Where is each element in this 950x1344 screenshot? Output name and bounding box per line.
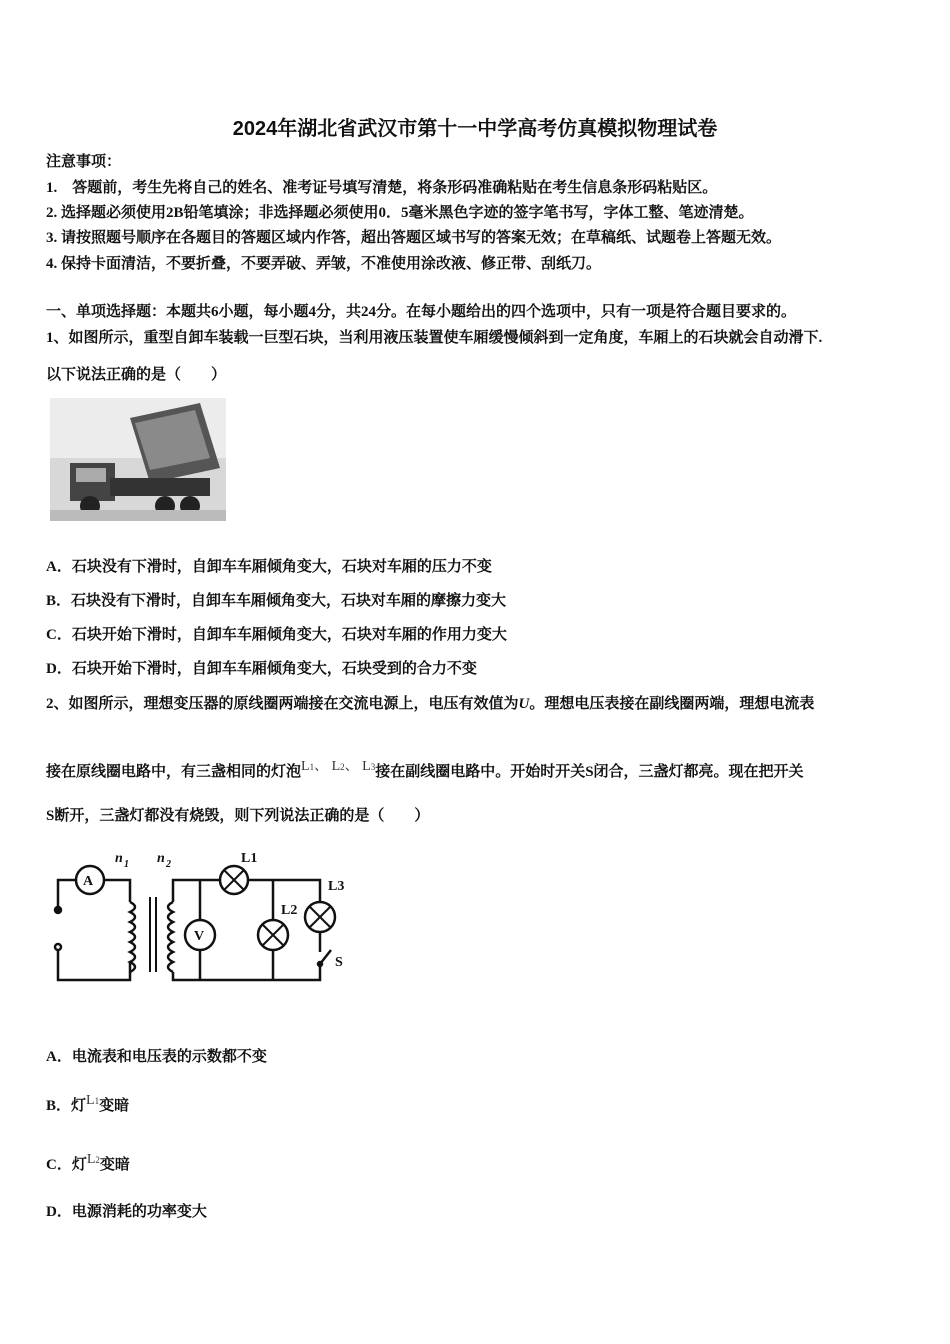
- opt-text: C．灯: [46, 1157, 87, 1173]
- notice-item: 1. 答题前，考生先将自己的姓名、准考证号填写清楚，将条形码准确粘贴在考生信息条形码粘贴区。: [46, 180, 718, 196]
- sep: 、: [344, 759, 359, 774]
- q1-stem-cont: 以下说法正确的是（ ）: [46, 367, 227, 383]
- q2-stem-cont: S断开，三盏灯都没有烧毁，则下列说法正确的是（ ）: [46, 808, 430, 824]
- q2-option-a: A．电流表和电压表的示数都不变: [46, 1049, 267, 1065]
- notice-item: 3. 请按照题号顺序在各题目的答题区域内作答，超出答题区域书写的答案无效；在草稿纸、试题卷上答题无效。: [46, 230, 782, 246]
- l3-label: L3: [328, 879, 345, 894]
- q1-option-d: D．石块开始下滑时，自卸车车厢倾角变大，石块受到的合力不变: [46, 661, 477, 677]
- lamp-label: [86, 1093, 99, 1108]
- lamp-sub: 2: [340, 762, 345, 772]
- lamp-sub: 3: [370, 762, 376, 772]
- q2-option-d: D．电源消耗的功率变大: [46, 1204, 207, 1220]
- lamp-l: L: [301, 759, 310, 774]
- lamp-sub: 1: [309, 762, 315, 772]
- dump-truck-photo: [50, 398, 226, 521]
- q2-stem-text: 接在副线圈电路中。开始时开关S闭合，三盏灯都亮。现在把开关: [375, 764, 804, 780]
- q2-option-c: [46, 1152, 130, 1174]
- opt-text: 变暗: [99, 1157, 130, 1173]
- q2-stem-text: 接在原线圈电路中，有三盏相同的灯泡: [46, 764, 302, 780]
- n2-label: n: [157, 851, 165, 866]
- lamp-labels: [301, 759, 375, 774]
- q1-stem: 1、如图所示，重型自卸车装载一巨型石块，当利用液压装置使车厢缓慢倾斜到一定角度，车厢上的石块就会自动滑下.: [46, 330, 823, 346]
- page-title: 2024年湖北省武汉市第十一中学高考仿真模拟物理试卷: [232, 118, 718, 140]
- q1-option-a: A．石块没有下滑时，自卸车车厢倾角变大，石块对车厢的压力不变: [46, 559, 492, 575]
- ammeter-label: A: [83, 874, 94, 889]
- n2-sub: 2: [166, 859, 171, 870]
- q2-stem-text: 。理想电压表接在副线圈两端，理想电流表: [529, 696, 815, 712]
- section-heading: 一、单项选择题：本题共6小题，每小题4分，共24分。在每小题给出的四个选项中，只有一项是符合题目要求的。: [46, 304, 797, 320]
- lamp-l: L: [86, 1093, 95, 1108]
- voltmeter-label: V: [194, 929, 205, 944]
- q2-option-b: [46, 1093, 129, 1115]
- transformer-circuit-diagram: [45, 842, 360, 990]
- q2-stem: [46, 692, 814, 713]
- lamp-l: L: [86, 1152, 96, 1167]
- var-u: U: [518, 696, 530, 712]
- notice-item: 4. 保持卡面清洁，不要折叠，不要弄破、弄皱，不准使用涂改液、修正带、刮纸刀。: [46, 256, 602, 272]
- n1-sub: 1: [124, 859, 129, 870]
- lamp-sub: 2: [95, 1155, 100, 1165]
- n1-label: n: [115, 851, 123, 866]
- l2-label: L2: [281, 903, 298, 918]
- q2-stem-cont: [46, 755, 804, 781]
- lamp-l: L: [331, 759, 341, 774]
- opt-text: B．灯: [46, 1098, 87, 1114]
- notice-heading: 注意事项：: [46, 154, 122, 170]
- lamp-label: [87, 1152, 100, 1167]
- s-label: S: [335, 955, 343, 970]
- opt-text: 变暗: [99, 1098, 130, 1114]
- sep: 、: [314, 759, 329, 774]
- switch-s: [320, 932, 331, 964]
- q1-option-c: C．石块开始下滑时，自卸车车厢倾角变大，石块对车厢的作用力变大: [46, 627, 507, 643]
- notice-item: 2. 选择题必须使用2B铅笔填涂；非选择题必须使用0．5毫米黑色字迹的签字笔书写，字体工整、笔迹清楚。: [46, 205, 754, 221]
- q2-stem-text: 2、如图所示，理想变压器的原线圈两端接在交流电源上，电压有效值为: [46, 696, 519, 712]
- lamp-sub: 1: [94, 1096, 100, 1106]
- lamp-l: L: [362, 759, 371, 774]
- l1-label: L1: [241, 851, 258, 866]
- q1-option-b: B．石块没有下滑时，自卸车车厢倾角变大，石块对车厢的摩擦力变大: [46, 593, 507, 609]
